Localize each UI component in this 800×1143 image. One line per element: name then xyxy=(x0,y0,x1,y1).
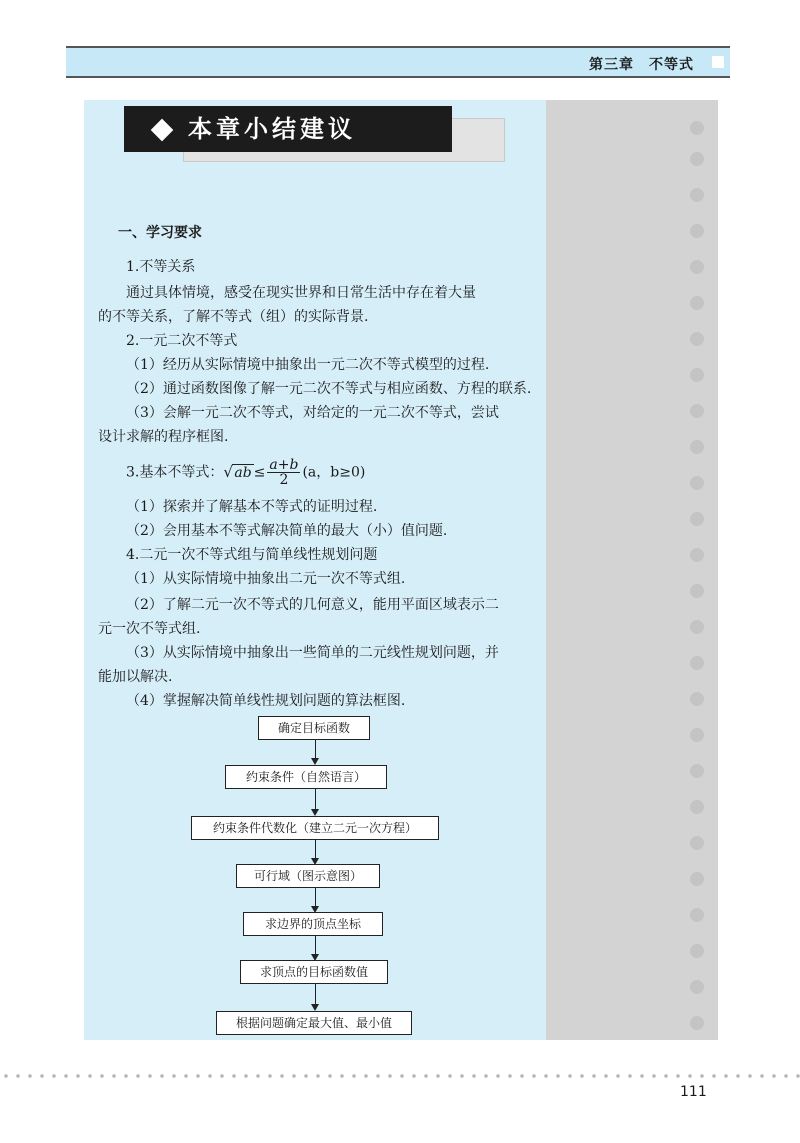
paragraph-line: 的不等关系，了解不等式（组）的实际背景. xyxy=(98,309,369,325)
section-title: 本章小结建议 xyxy=(188,115,356,143)
binder-hole-icon xyxy=(690,980,704,994)
flow-step-5: 求边界的顶点坐标 xyxy=(243,912,383,936)
fraction xyxy=(267,458,300,487)
list-item: （3）从实际情境中抽象出一些简单的二元线性规划问题，并 xyxy=(126,645,499,661)
flow-step-3: 约束条件代数化（建立二元一次方程） xyxy=(191,816,439,840)
binder-hole-icon xyxy=(690,152,704,166)
list-item: （2）通过函数图像了解一元二次不等式与相应函数、方程的联系. xyxy=(126,381,532,397)
binder-hole-icon xyxy=(690,944,704,958)
binder-hole-icon xyxy=(690,121,704,135)
list-item: （1）从实际情境中抽象出二元一次不等式组. xyxy=(126,571,406,587)
list-item: （1）经历从实际情境中抽象出一元二次不等式模型的过程. xyxy=(126,357,490,373)
flow-connector xyxy=(315,936,316,956)
flow-connector xyxy=(315,888,316,908)
flow-connector xyxy=(315,789,316,811)
list-item: 元一次不等式组. xyxy=(98,621,201,637)
binder-hole-icon xyxy=(690,332,704,346)
list-item: （4）掌握解决简单线性规划问题的算法框图. xyxy=(126,693,406,709)
list-item: （2）会用基本不等式解决简单的最大（小）值问题. xyxy=(126,523,448,539)
item-heading: 2.一元二次不等式 xyxy=(126,333,238,349)
binder-hole-icon xyxy=(690,188,704,202)
arrow-down-icon xyxy=(311,1004,319,1011)
paragraph-line: 通过具体情境，感受在现实世界和日常生活中存在着大量 xyxy=(126,285,476,301)
item-heading: 3.基本不等式： xyxy=(126,464,224,481)
fraction-denominator: 2 xyxy=(279,472,289,488)
binder-hole-icon xyxy=(690,476,704,490)
chapter-header-bar xyxy=(66,46,730,78)
list-item: （2）了解二元一次不等式的几何意义，能用平面区域表示二 xyxy=(126,597,499,613)
binder-hole-icon xyxy=(690,512,704,526)
list-item: （3）会解一元二次不等式，对给定的一元二次不等式，尝试 xyxy=(126,405,499,421)
page-number: 111 xyxy=(680,1084,707,1100)
binder-hole-icon xyxy=(690,692,704,706)
binder-hole-icon xyxy=(690,548,704,562)
binder-hole-icon xyxy=(690,908,704,922)
binder-hole-icon xyxy=(690,296,704,310)
list-item: （1）探索并了解基本不等式的证明过程. xyxy=(126,499,378,515)
binder-hole-icon xyxy=(690,872,704,886)
section-title-box xyxy=(124,106,452,152)
flow-step-4: 可行域（图示意图） xyxy=(236,864,380,888)
binder-hole-icon xyxy=(690,1016,704,1030)
sqrt-icon: √ xyxy=(223,462,233,481)
header-square-icon xyxy=(712,56,724,68)
binder-hole-icon xyxy=(690,584,704,598)
binder-hole-icon xyxy=(690,440,704,454)
flow-step-2: 约束条件（自然语言） xyxy=(225,765,387,789)
chapter-title: 第三章 不等式 xyxy=(589,57,694,73)
side-strip xyxy=(546,100,718,1040)
binder-hole-icon xyxy=(690,656,704,670)
flow-step-7: 根据问题确定最大值、最小值 xyxy=(216,1011,412,1035)
binder-hole-icon xyxy=(690,368,704,382)
binder-hole-icon xyxy=(690,404,704,418)
binder-hole-icon xyxy=(690,728,704,742)
heading-learning-requirements: 一、学习要求 xyxy=(118,225,202,241)
binder-hole-icon xyxy=(690,260,704,274)
condition: (a，b≥0) xyxy=(302,464,366,481)
binder-hole-icon xyxy=(690,836,704,850)
binder-hole-icon xyxy=(690,800,704,814)
arrow-down-icon xyxy=(311,758,319,765)
list-item: 设计求解的程序框图. xyxy=(98,429,229,445)
flow-step-1: 确定目标函数 xyxy=(258,716,370,740)
flow-connector xyxy=(315,740,316,760)
sqrt-radicand: ab xyxy=(234,464,252,481)
item-heading: 4.二元一次不等式组与简单线性规划问题 xyxy=(126,547,378,563)
le-sign: ≤ xyxy=(253,464,266,481)
list-item: 能加以解决. xyxy=(98,669,173,685)
footer-dotted-line xyxy=(0,1074,800,1078)
diamond-icon xyxy=(151,119,174,142)
binder-hole-icon xyxy=(690,620,704,634)
item-heading: 1.不等关系 xyxy=(126,259,196,275)
flow-step-6: 求顶点的目标函数值 xyxy=(240,960,388,984)
arrow-down-icon xyxy=(311,809,319,816)
binder-hole-icon xyxy=(690,224,704,238)
basic-inequality-line xyxy=(126,458,365,487)
flow-connector xyxy=(315,840,316,860)
binder-hole-icon xyxy=(690,764,704,778)
fraction-numerator: a+b xyxy=(269,457,299,473)
flow-connector xyxy=(315,984,316,1006)
sqrt-expression xyxy=(223,462,253,481)
